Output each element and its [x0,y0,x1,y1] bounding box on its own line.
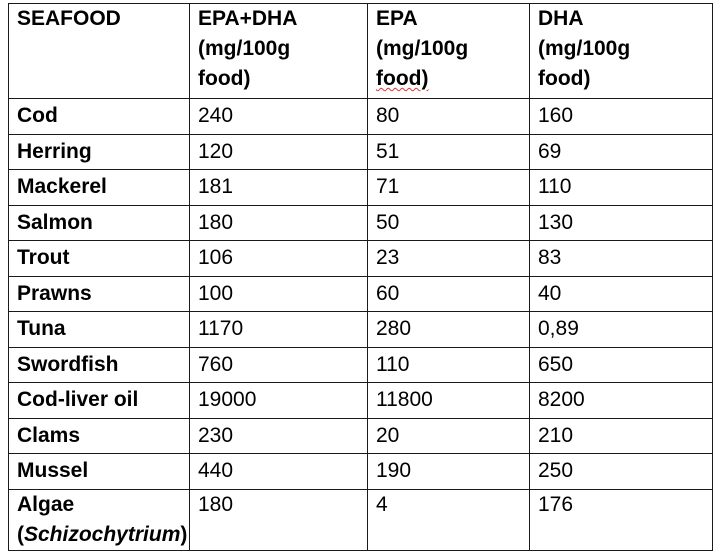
row-epa-cell: 190 [368,454,530,490]
row-name-cell: Trout [9,241,190,277]
header-epa: EPA (mg/100g food) [368,4,530,99]
row-dha-cell: 160 [530,99,713,135]
row-epa-cell: 51 [368,134,530,170]
row-name-cell: Salmon [9,205,190,241]
row-dha-cell: 0,89 [530,312,713,348]
row-epa-dha-cell: 100 [190,276,368,312]
row-epa-cell: 50 [368,205,530,241]
table-row [9,312,713,348]
row-epa-dha-cell: 19000 [190,383,368,419]
row-dha-cell: 69 [530,134,713,170]
row-dha-cell: 130 [530,205,713,241]
row-epa-cell: 20 [368,418,530,454]
table-row [9,383,713,419]
header-epa-dha: EPA+DHA (mg/100g food) [190,4,368,99]
row-epa-dha-cell: 106 [190,241,368,277]
row-name-cell: Cod [9,99,190,135]
table-row [9,347,713,383]
row-name-cell: Cod-liver oil [9,383,190,419]
row-name-cell: Clams [9,418,190,454]
row-epa-dha-cell: 230 [190,418,368,454]
header-seafood: SEAFOOD [9,4,190,99]
row-dha-cell: 40 [530,276,713,312]
table-row [9,170,713,206]
table-row [9,241,713,277]
row-epa-cell: 23 [368,241,530,277]
row-epa-cell: 280 [368,312,530,348]
row-dha-cell: 210 [530,418,713,454]
row-epa-dha-cell: 180 [190,205,368,241]
row-dha-cell: 110 [530,170,713,206]
row-name-cell: Herring [9,134,190,170]
table-row [9,205,713,241]
table-row [9,99,713,135]
row-name-cell: Mussel [9,454,190,490]
table-row [9,489,713,550]
table-row [9,454,713,490]
row-dha-cell: 250 [530,454,713,490]
row-name-cell: Algae (Schizochytrium) [9,489,190,550]
row-dha-cell: 650 [530,347,713,383]
row-name-cell: Prawns [9,276,190,312]
row-dha-cell: 176 [530,489,713,550]
header-dha: DHA (mg/100g food) [530,4,713,99]
row-epa-dha-cell: 1170 [190,312,368,348]
row-epa-dha-cell: 440 [190,454,368,490]
row-epa-cell: 71 [368,170,530,206]
table-row [9,276,713,312]
table-row [9,418,713,454]
row-epa-cell: 60 [368,276,530,312]
row-epa-dha-cell: 120 [190,134,368,170]
row-epa-dha-cell: 760 [190,347,368,383]
table-row [9,134,713,170]
row-epa-cell: 110 [368,347,530,383]
row-dha-cell: 83 [530,241,713,277]
row-epa-dha-cell: 240 [190,99,368,135]
row-name-cell: Tuna [9,312,190,348]
header-row [9,4,713,99]
row-dha-cell: 8200 [530,383,713,419]
row-name-cell: Mackerel [9,170,190,206]
row-epa-cell: 80 [368,99,530,135]
row-epa-dha-cell: 181 [190,170,368,206]
row-epa-cell: 11800 [368,383,530,419]
row-name-cell: Swordfish [9,347,190,383]
row-epa-cell: 4 [368,489,530,550]
seafood-omega3-table [8,3,713,551]
row-epa-dha-cell: 180 [190,489,368,550]
